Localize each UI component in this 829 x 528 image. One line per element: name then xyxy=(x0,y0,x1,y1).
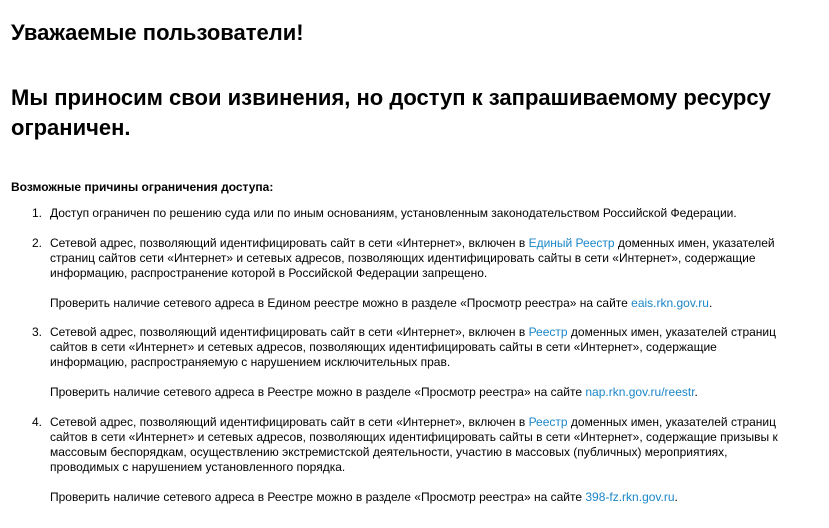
check-text: Проверить наличие сетевого адреса в Реестре можно в разделе «Просмотр реестра» на сайте xyxy=(50,385,586,399)
reason-body xyxy=(50,325,780,400)
reason-text-start: Сетевой адрес, позволяющий идентифицировать сайт в сети «Интернет», включен в xyxy=(50,415,529,429)
reason-text xyxy=(50,236,780,281)
nap-site-link[interactable]: nap.rkn.gov.ru/reestr xyxy=(585,385,695,399)
reason-body xyxy=(50,236,780,311)
check-text: Проверить наличие сетевого адреса в Реестре можно в разделе «Просмотр реестра» на сайте xyxy=(50,490,586,504)
reason-number: 2. xyxy=(32,236,43,250)
reasons-heading: Возможные причины ограничения доступа: xyxy=(11,180,274,194)
check-end: . xyxy=(694,385,698,399)
registry-check-note xyxy=(50,490,780,505)
reason-text xyxy=(50,325,780,370)
reason-text xyxy=(50,415,780,475)
access-restricted-message: Мы приносим свои извинения, но доступ к запрашиваемому ресурсу ограничен. xyxy=(11,85,771,140)
reason-body xyxy=(50,415,780,505)
registry-check-note xyxy=(50,296,780,311)
page-title: Уважаемые пользователи! xyxy=(11,20,304,45)
398fz-site-link[interactable]: 398-fz.rkn.gov.ru xyxy=(585,490,675,504)
reason-text-end: доменных имен, указателей страниц сайтов в сети «Интернет» и сетевых адресов, позволяющих идентифицировать сайты в сети «Интернет», содержащие призывы к массовым беспорядкам, осуществлению экстремистской деятельности, участию в массовых (публичных) мероприятиях, проводимых с нарушением установленного порядка. xyxy=(50,415,778,474)
reason-number: 4. xyxy=(32,415,43,429)
check-end: . xyxy=(674,490,678,504)
check-text: Проверить наличие сетевого адреса в Едином реестре можно в разделе «Просмотр реестра» на сайте xyxy=(50,296,632,310)
reason-text-end: доменных имен, указателей страниц сайтов в сети «Интернет» и сетевых адресов, позволяющих идентифицировать сайты в сети «Интернет», содержащие информацию, распространяемую с нарушением исключительных прав. xyxy=(50,325,776,369)
reason-number: 1. xyxy=(32,206,43,220)
registry-link[interactable]: Реестр xyxy=(528,325,568,339)
reason-text-start: Сетевой адрес, позволяющий идентифицировать сайт в сети «Интернет», включен в xyxy=(50,325,529,339)
reason-text-start: Сетевой адрес, позволяющий идентифицировать сайт в сети «Интернет», включен в xyxy=(50,236,529,250)
reason-number: 3. xyxy=(32,325,43,339)
reason-text: Доступ ограничен по решению суда или по иным основаниям, установленным законодательством Российской Федерации. xyxy=(50,206,737,220)
eais-site-link[interactable]: eais.rkn.gov.ru xyxy=(631,296,709,310)
registry-check-note xyxy=(50,385,780,400)
reason-body xyxy=(50,206,780,221)
unified-registry-link[interactable]: Единый Реестр xyxy=(528,236,615,250)
reason-text-end: доменных имен, указателей страниц сайтов сети «Интернет» и сетевых адресов, позволяющих идентифицировать сайты в сети «Интернет», содержащие информацию, распространение которой в Российской Федерации запрещено. xyxy=(50,236,775,280)
check-end: . xyxy=(708,296,713,310)
registry-link[interactable]: Реестр xyxy=(528,415,568,429)
